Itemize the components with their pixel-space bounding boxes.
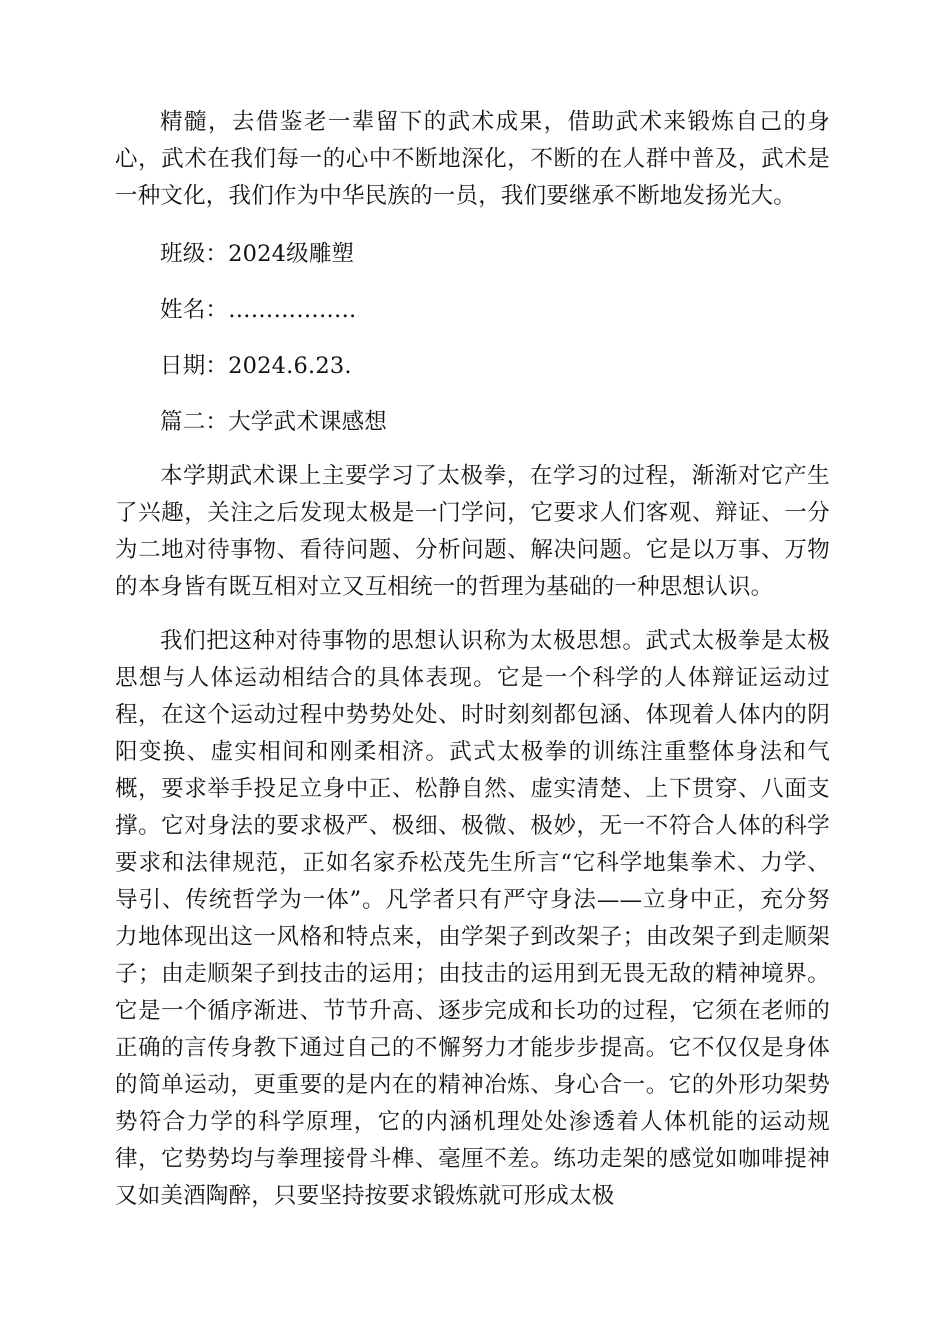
body-paragraph-1: 本学期武术课上主要学习了太极拳，在学习的过程，渐渐对它产生了兴趣，关注之后发现太极是一门学问，它要求人们客观、辩证、一分为二地对待事物、看待问题、分析问题、解决问题。它是以万事、万物的本身皆有既互相对立又互相统一的哲理为基础的一种思想认识。 — [115, 463, 830, 600]
body-paragraph-2: 我们把这种对待事物的思想认识称为太极思想。武式太极拳是太极思想与人体运动相结合的具体表现。它是一个科学的人体辩证运动过程，在这个运动过程中势势处处、时时刻刻都包涵、体现着人体内的阴阳变换、虚实相间和刚柔相济。武式太极拳的训练注重整体身法和气概，要求举手投足立身中正、松静自然、虚实清楚、上下贯穿、八面支撑。它对身法的要求极严、极细、极微、极妙，无一不符合人体的科学要求和法律规范，正如名家乔松茂先生所言“它科学地集拳术、力学、导引、传统哲学为一体”。凡学者只有严守身法——立身中正，充分努力地体现出这一风格和特点来，由学架子到改架子；由改架子到走顺架子；由走顺架子到技击的运用；由技击的运用到无畏无敌的精神境界。它是一个循序渐进、节节升高、逐步完成和长功的过程，它须在老师的正确的言传身教下通过自己的不懈努力才能步步提高。它不仅仅是身体的简单运动，更重要的是内在的精神冶炼、身心合一。它的外形功架势势符合力学的科学原理，它的内涵机理处处渗透着人体机能的运动规律，它势势均与拳理接骨斗榫、毫厘不差。练功走架的感觉如咖啡提神又如美酒陶醉，只要坚持按要求锻炼就可形成太极 — [115, 628, 830, 1209]
section-title: 篇二：大学武术课感想 — [160, 409, 388, 435]
name-line: 姓名：…………….. — [160, 297, 357, 323]
class-line: 班级：2024级雕塑 — [160, 241, 355, 267]
date-line: 日期：2024.6.23. — [160, 353, 352, 379]
intro-paragraph: 精髓，去借鉴老一辈留下的武术成果，借助武术来锻炼自己的身心，武术在我们每一的心中不断地深化，不断的在人群中普及，武术是一种文化，我们作为中华民族的一员，我们要继承不断地发扬光大。 — [115, 109, 830, 209]
